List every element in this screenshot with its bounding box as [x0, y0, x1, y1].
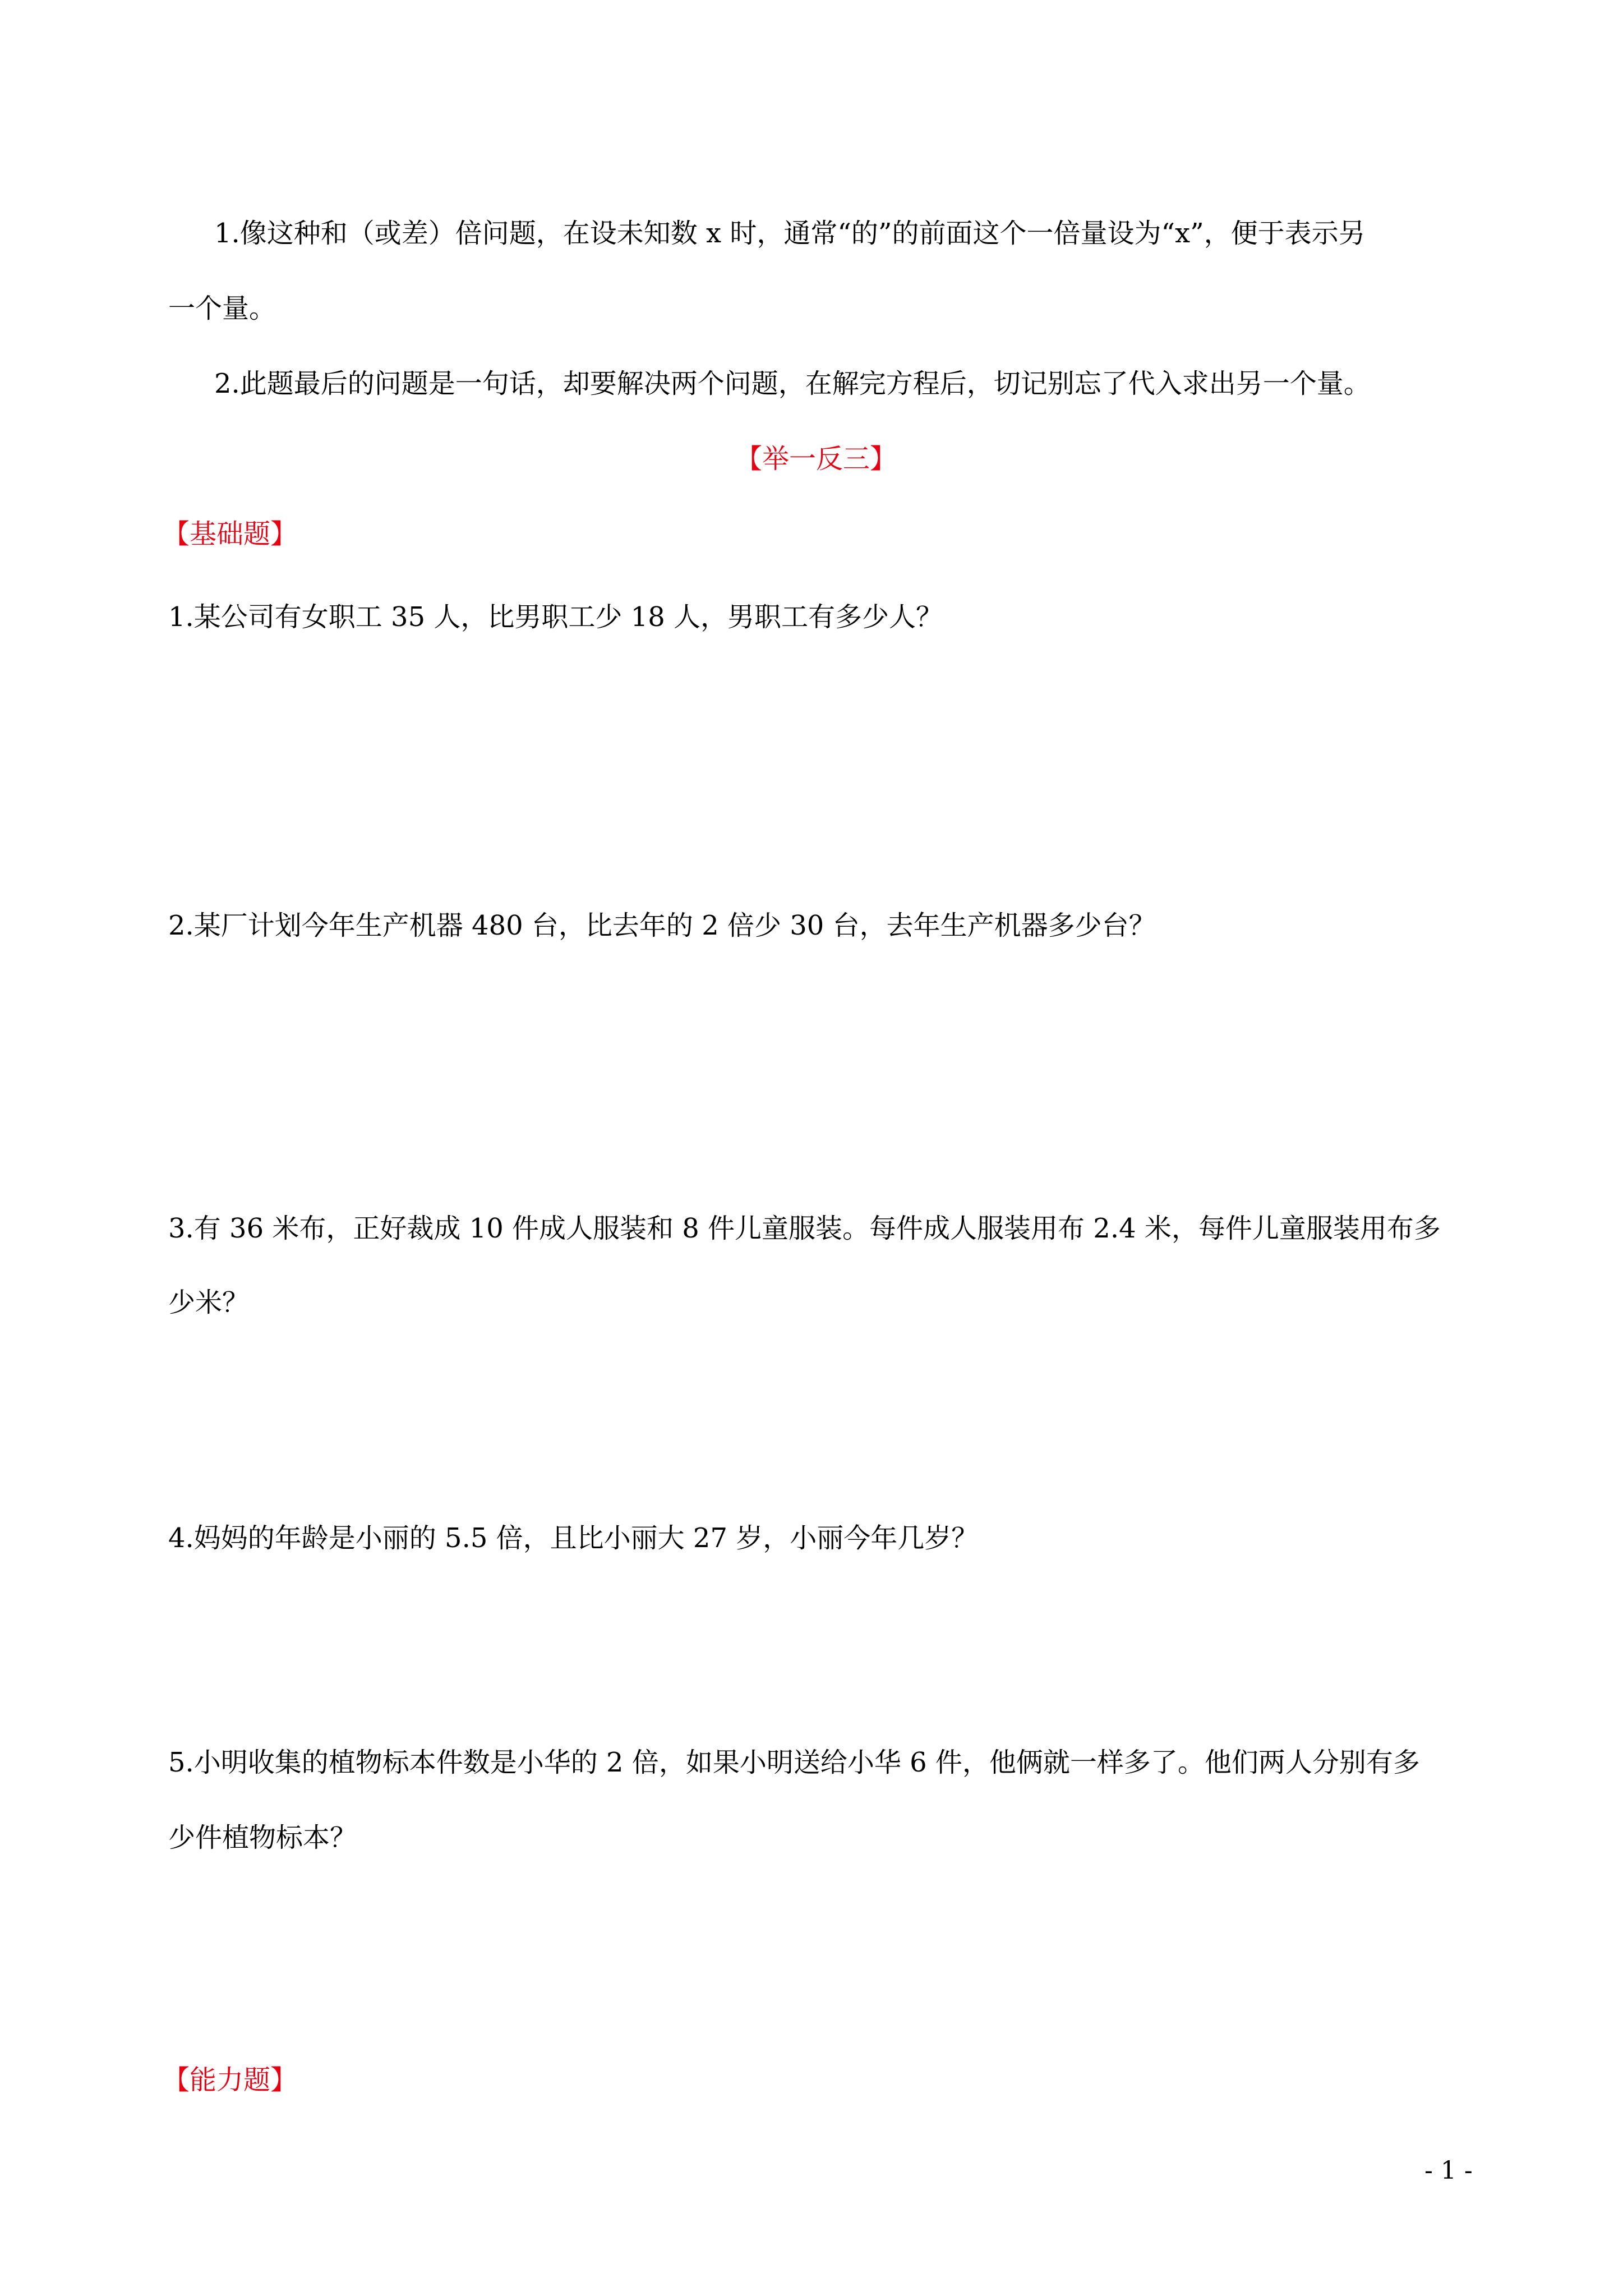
note-1-line-1: 1.像这种和（或差）倍问题，在设未知数 x 时，通常“的”的前面这个一倍量设为“x”，便于表示另	[214, 218, 1366, 249]
question-3-line-2: 少米？	[168, 1287, 250, 1318]
question-2: 2.某厂计划今年生产机器 480 台，比去年的 2 倍少 30 台，去年生产机器多少台？	[168, 910, 1156, 941]
ability-heading: 【能力题】	[163, 2064, 298, 2096]
section-title: 【举一反三】	[735, 443, 897, 475]
note-1-line-2: 一个量。	[168, 293, 276, 324]
question-5-line-1: 5.小明收集的植物标本件数是小华的 2 倍，如果小明送给小华 6 件，他俩就一样多了。他们两人分别有多	[168, 1747, 1420, 1778]
question-4: 4.妈妈的年龄是小丽的 5.5 倍，且比小丽大 27 岁，小丽今年几岁？	[168, 1522, 979, 1554]
question-1: 1.某公司有女职工 35 人，比男职工少 18 人，男职工有多少人？	[168, 601, 943, 633]
basic-heading: 【基础题】	[163, 518, 298, 550]
question-5-line-2: 少件植物标本？	[168, 1822, 357, 1853]
page-number: - 1 -	[1424, 2156, 1473, 2185]
question-3-line-1: 3.有 36 米布，正好裁成 10 件成人服装和 8 件儿童服装。每件成人服装用布 2.4 米，每件儿童服装用布多	[168, 1213, 1441, 1244]
note-2-line-1: 2.此题最后的问题是一句话，却要解决两个问题，在解完方程后，切记别忘了代入求出另一个量。	[214, 368, 1371, 399]
